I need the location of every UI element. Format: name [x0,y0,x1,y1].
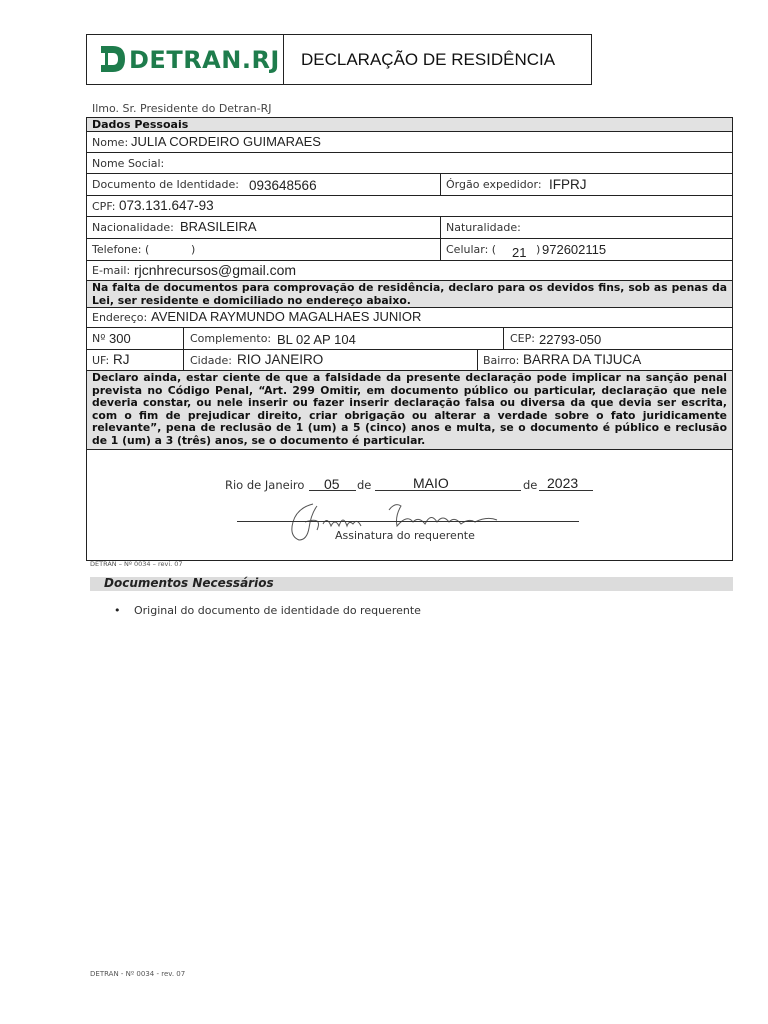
street-label: Endereço: [92,311,148,324]
complement-field[interactable]: BL 02 AP 104 [277,332,356,347]
salutation: Ilmo. Sr. Presidente do Detran-RJ [92,102,272,115]
uf-field[interactable]: RJ [113,352,130,367]
social-name-label: Nome Social: [92,157,165,170]
mobile-ddd-field[interactable]: 21 [512,245,527,260]
name-field[interactable]: JULIA CORDEIRO GUIMARAES [131,134,321,149]
phone-label: Telefone: ( [92,243,150,256]
date-year-field[interactable]: 2023 [547,475,579,491]
mobile-label: Celular: ( [446,243,497,256]
city-label: Cidade: [190,354,232,367]
social-name-row [87,153,732,174]
cpf-label: CPF: [92,200,116,213]
email-label: E-mail: [92,264,131,277]
date-de-1: de [357,478,372,492]
declaration-address-notice [87,281,732,308]
documents-header [90,577,733,591]
issuer-field[interactable]: IFPRJ [549,177,587,192]
date-de-2: de [523,478,538,492]
name-row [87,132,732,153]
number-field[interactable]: 300 [109,331,131,346]
divider [503,328,504,349]
divider [440,239,441,260]
logo-text: DETRAN.RJ [129,46,280,74]
phone-row [87,239,732,261]
cep-label: CEP: [510,332,535,345]
complement-label: Complemento: [190,332,272,345]
name-label: Nome: [92,136,129,149]
bullet-icon: • [114,604,121,617]
cpf-row [87,196,732,217]
penalty-text: Declaro ainda, estar ciente de que a falsidade da presente declaração pode implicar na sanção penal prevista no Código Penal, “Art. 299 Omitir, em documento público ou particular, declaração que nele deveria constar, ou nele inserir ou fazer inserir declaração falsa ou diversa da que devia ser escrita, com o fim de prejudicar direito, criar obrigação ou alterar a verdade sobre o fato juridicamente relevante”, pena de reclusão de 1 (um) a 5 (cinco) anos e multa, se o documento é público e reclusão de 1 (um) a 3 (três) anos, se o documento é particular. [92,371,727,447]
divider [183,350,184,370]
detran-logo-icon [99,44,127,74]
phone-paren: ) [191,243,196,256]
cpf-field[interactable]: 073.131.647-93 [119,198,214,213]
street-row [87,308,732,328]
declaration-penalty-notice [87,371,732,450]
number-label: Nº [92,332,106,345]
declaration-text: Na falta de documentos para comprovação de residência, declaro para os devidos fins, sob as penas da Lei, ser residente e domiciliado no endereço abaixo. [92,281,727,307]
divider [183,328,184,349]
date-month-field[interactable]: MAIO [413,475,449,491]
id-row [87,174,732,196]
page-title: DECLARAÇÃO DE RESIDÊNCIA [301,50,556,69]
document-item: Original do documento de identidade do requerente [134,604,421,617]
email-field[interactable]: rjcnhrecursos@gmail.com [134,262,297,278]
signature-caption: Assinatura do requerente [335,529,475,542]
number-row [87,328,732,350]
cep-field[interactable]: 22793-050 [539,332,602,347]
residence-form [86,117,733,561]
district-field[interactable]: BARRA DA TIJUCA [523,352,642,367]
city-row [87,350,732,371]
section-personal-data [87,118,732,132]
mobile-paren: ) [536,243,541,256]
id-field[interactable]: 093648566 [249,178,317,193]
signature-line [237,520,579,522]
uf-label: UF: [92,354,110,367]
page-footer: DETRAN - Nº 0034 - rev. 07 [90,970,186,978]
date-day-field[interactable]: 05 [324,476,340,492]
birthplace-label: Naturalidade: [446,221,521,234]
district-label: Bairro: [483,354,520,367]
documents-title: Documentos Necessários [104,576,274,590]
detran-logo [87,35,284,84]
form-footnote: DETRAN – Nº 0034 – revi. 07 [90,560,183,568]
nationality-label: Nacionalidade: [92,221,174,234]
city-field[interactable]: RIO JANEIRO [237,352,324,367]
nationality-row [87,217,732,239]
signature-area [87,450,732,560]
street-field[interactable]: AVENIDA RAYMUNDO MAGALHAES JUNIOR [151,309,422,324]
issuer-label: Órgão expedidor: [446,178,542,191]
email-row [87,261,732,281]
section-title: Dados Pessoais [92,118,189,131]
mobile-number-field[interactable]: 972602115 [542,242,607,257]
divider [440,174,441,195]
date-city: Rio de Janeiro [225,478,305,492]
nationality-field[interactable]: BRASILEIRA [180,219,257,234]
form-header [86,34,592,85]
id-label: Documento de Identidade: [92,178,239,191]
divider [440,217,441,238]
divider [477,350,478,370]
